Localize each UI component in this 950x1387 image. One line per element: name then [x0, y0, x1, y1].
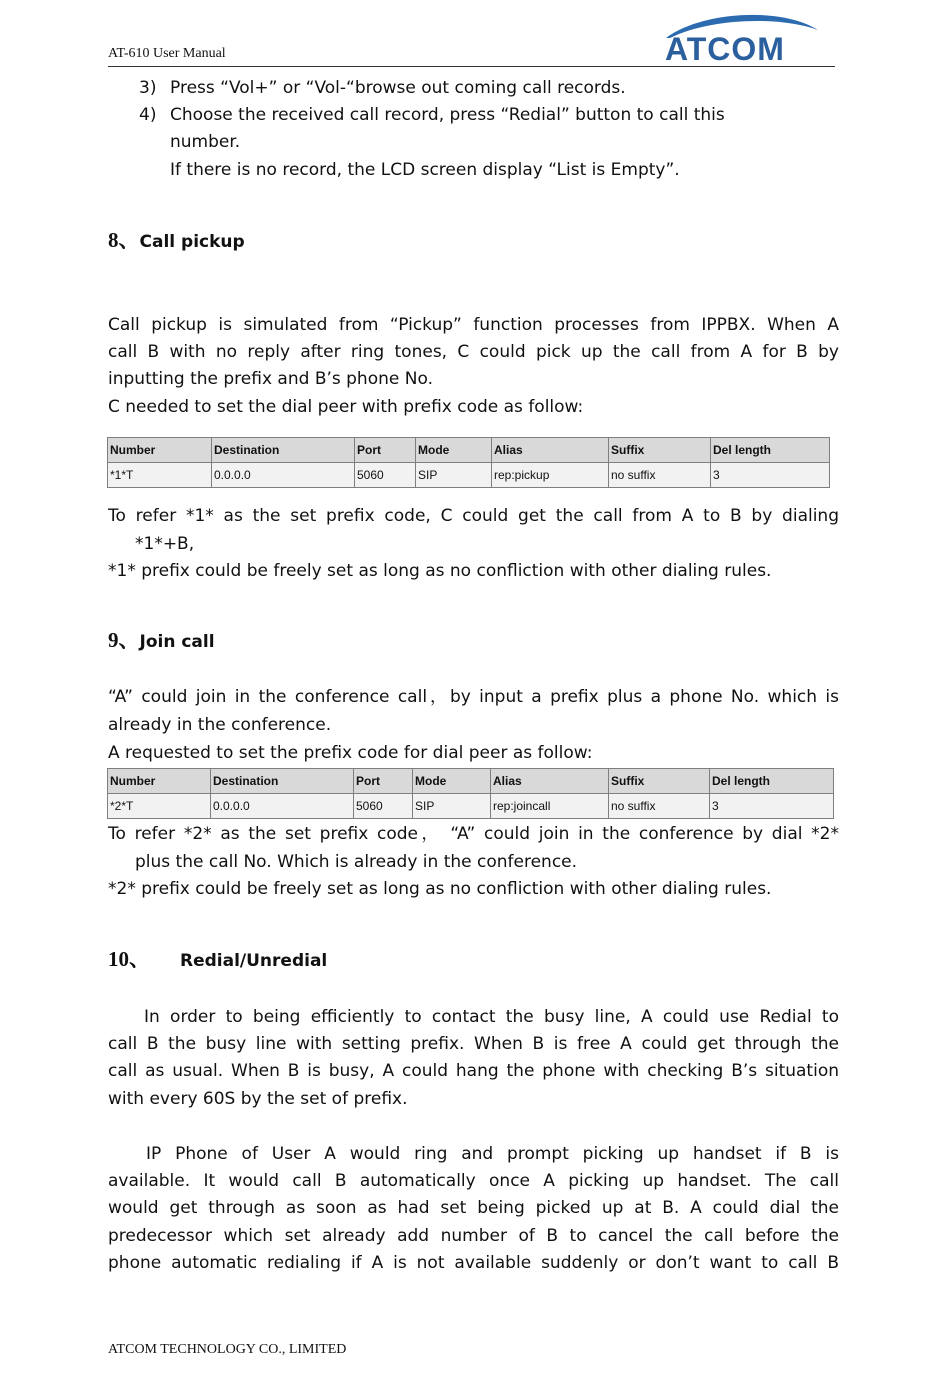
paragraph-line: In order to being efficiently to contact the busy line, A could use Redial to — [144, 1007, 839, 1027]
paragraph-line: call B the busy line with setting prefix. When B is free A could get through the — [108, 1034, 839, 1054]
svg-text:ATCOM: ATCOM — [665, 31, 785, 64]
table-intro: C needed to set the dial peer with prefix code as follow: — [108, 397, 584, 417]
table-cell: *1*T — [108, 463, 212, 488]
table-cell: SIP — [416, 463, 492, 488]
section-title: Redial/Unredial — [180, 951, 328, 971]
table-header-row — [108, 769, 834, 794]
column-header: Del length — [710, 769, 834, 794]
paragraph-line: predecessor which set already add number of B to cancel the call before the — [108, 1226, 839, 1246]
paragraph-line: inputting the prefix and B’s phone No. — [108, 369, 433, 389]
table-intro: A requested to set the prefix code for dial peer as follow: — [108, 743, 593, 763]
column-header: Destination — [212, 438, 355, 463]
paragraph-line: Call pickup is simulated from “Pickup” function processes from IPPBX. When A — [108, 315, 839, 335]
paragraph-line: *2* prefix could be freely set as long as no confliction with other dialing rules. — [108, 879, 772, 899]
section-heading-9 — [108, 624, 215, 654]
table-cell: 5060 — [354, 794, 413, 819]
column-header: Alias — [492, 438, 609, 463]
table-row — [108, 463, 830, 488]
table-cell: 3 — [710, 794, 834, 819]
table-cell: 3 — [711, 463, 830, 488]
dial-peer-table-pickup — [107, 437, 830, 488]
table-cell: rep:pickup — [492, 463, 609, 488]
table-cell: rep:joincall — [491, 794, 609, 819]
section-number: 9、 — [108, 628, 140, 652]
column-header: Mode — [416, 438, 492, 463]
paragraph-line: phone automatic redialing if A is not available suddenly or don’t want to call B — [108, 1253, 839, 1273]
header-title: AT-610 User Manual — [108, 46, 226, 61]
paragraph-line: plus the call No. Which is already in the conference. — [135, 852, 578, 872]
header-rule — [108, 66, 835, 67]
table-cell: *2*T — [108, 794, 211, 819]
table-cell: 5060 — [355, 463, 416, 488]
paragraph-line: with every 60S by the set of prefix. — [108, 1089, 408, 1109]
column-header: Suffix — [609, 769, 710, 794]
paragraph-line: To refer *2* as the set prefix code， “A” could join in the conference by dial *2* — [108, 824, 839, 844]
paragraph-line: already in the conference. — [108, 715, 332, 735]
paragraph-line: *1*+B, — [135, 534, 195, 554]
column-header: Del length — [711, 438, 830, 463]
atcom-logo — [660, 8, 820, 64]
section-number: 8、 — [108, 228, 140, 252]
paragraph-line: call B with no reply after ring tones, C could pick up the call from A for B by — [108, 342, 839, 362]
column-header: Alias — [491, 769, 609, 794]
column-header: Suffix — [609, 438, 711, 463]
paragraph-line: IP Phone of User A would ring and prompt picking up handset if B is — [146, 1144, 839, 1164]
table-cell: no suffix — [609, 463, 711, 488]
list-item-number: 4) — [139, 105, 157, 125]
section-number: 10、 — [108, 947, 150, 971]
table-cell: SIP — [413, 794, 491, 819]
table-row — [108, 794, 834, 819]
list-item-text: Choose the received call record, press “Redial” button to call this — [170, 105, 725, 125]
column-header: Number — [108, 438, 212, 463]
column-header: Port — [355, 438, 416, 463]
list-item — [139, 78, 626, 98]
paragraph-line: To refer *1* as the set prefix code, C could get the call from A to B by dialing — [108, 506, 839, 526]
list-continuation: If there is no record, the LCD screen display “List is Empty”. — [170, 160, 680, 180]
list-item-text: Press “Vol+” or “Vol-“browse out coming call records. — [170, 78, 626, 98]
table-cell: 0.0.0.0 — [212, 463, 355, 488]
paragraph-line: *1* prefix could be freely set as long as no confliction with other dialing rules. — [108, 561, 772, 581]
section-heading-10 — [108, 943, 327, 973]
dial-peer-table-joincall — [107, 768, 834, 819]
column-header: Port — [354, 769, 413, 794]
column-header: Number — [108, 769, 211, 794]
paragraph-line: call as usual. When B is busy, A could hang the phone with checking B’s situation — [108, 1061, 839, 1081]
list-item — [139, 105, 725, 125]
table-cell: 0.0.0.0 — [211, 794, 354, 819]
list-continuation: number. — [170, 132, 241, 152]
column-header: Destination — [211, 769, 354, 794]
paragraph-line: available. It would call B automatically once A picking up handset. The call — [108, 1171, 839, 1191]
paragraph-line: would get through as soon as had set being picked up at B. A could dial the — [108, 1198, 839, 1218]
section-heading-8 — [108, 224, 245, 254]
footer-text: ATCOM TECHNOLOGY CO., LIMITED — [108, 1342, 347, 1357]
table-header-row — [108, 438, 830, 463]
paragraph-line: “A” could join in the conference call，by input a prefix plus a phone No. which is — [108, 687, 839, 707]
list-item-number: 3) — [139, 78, 157, 98]
section-title: Join call — [139, 632, 215, 652]
column-header: Mode — [413, 769, 491, 794]
section-title: Call pickup — [139, 232, 245, 252]
table-cell: no suffix — [609, 794, 710, 819]
